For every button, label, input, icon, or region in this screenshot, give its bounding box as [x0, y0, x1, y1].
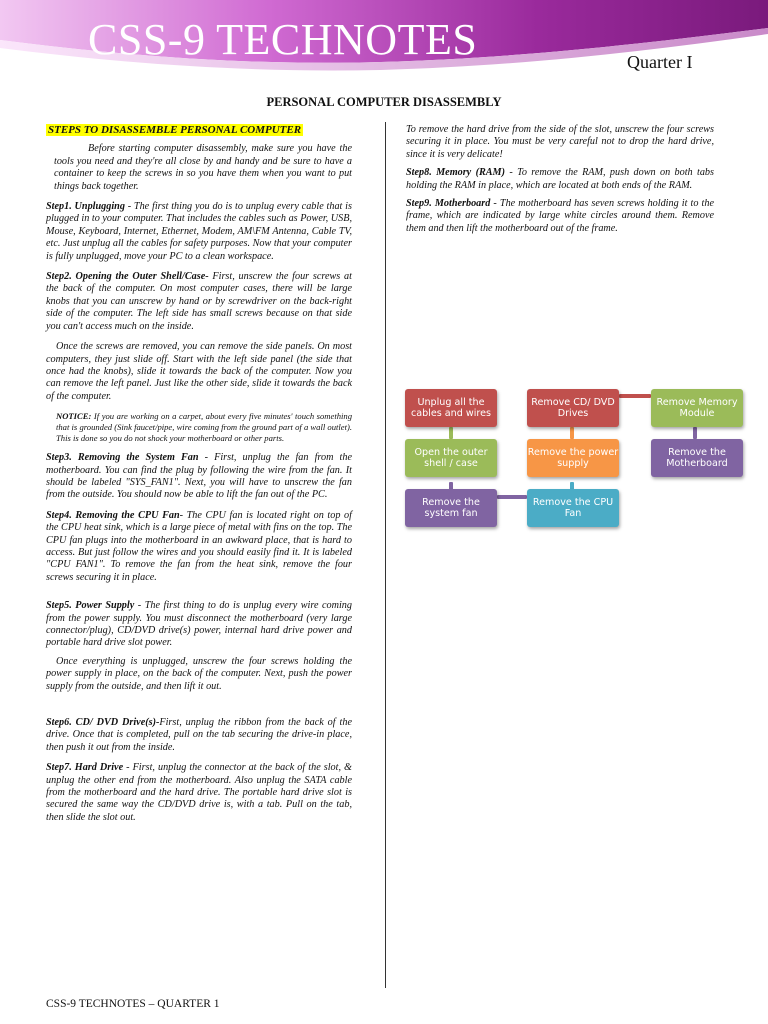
step4-text: - The CPU fan is located right on top of the CPU heat sink, which is a large piece of metal with fins on the top. The CPU fan plugs into the motherboard in an awkward place, that is hard to access. But just follow the wires and you should easily find it. It is labeled "CPU FAN1". To remove the fan from the heat sink, remove the four screws securing it in place. — [46, 509, 352, 583]
connector-unplug-open — [449, 427, 453, 439]
step-box-remove-motherboard-label: Remove the Motherboard — [666, 447, 728, 469]
step7-label: Step7. Hard Drive — [46, 762, 124, 774]
notice-paragraph — [46, 411, 352, 444]
step9-paragraph — [406, 198, 714, 235]
step7-text: - First, unplug the connector at the back of the slot, & unplug the other end from the motherboard. Also unplug the SATA cable from the motherboard and the hard drive. The portable hard drive slot is secured the same way the CD/DVD drive is, with a tab. Pull on the tab, then slide the slot out. — [46, 762, 352, 823]
step2-label: Step2. Opening the Outer Shell/Case- — [46, 271, 209, 283]
step2-text: First, unscrew the four screws at the back of the computer. On most computer cases, there will be large knobs that you can unscrew by hand or by screwdriver on the back-right side of the computer. The left side has small screws because on that side you can't access much on the inside. — [46, 271, 352, 332]
step1-label: Step1. Unplugging — [46, 201, 125, 213]
step-box-remove-cpu-fan — [527, 489, 619, 527]
notice-label: NOTICE: — [56, 411, 92, 422]
step9-text: - The motherboard has seven screws holding it to the frame, which are indicated by large white circles around them. Remove them and then lift the motherboard out of the frame. — [406, 198, 714, 234]
step6-paragraph — [46, 717, 352, 754]
left-column — [46, 124, 352, 824]
step5-paragraph — [46, 600, 352, 650]
disassembly-flowchart — [400, 384, 752, 534]
step5-text: - The first thing to do is unplug every wire coming from the power supply. You must disconnect the motherboard (very large connector/plug), CD/DVD drive(s) power, internal hard drive power and portable hard drive slot power. — [46, 600, 352, 649]
step4-paragraph — [46, 510, 352, 584]
step8-label: Step8. Memory (RAM) — [406, 167, 505, 179]
column-divider — [385, 122, 386, 988]
step-box-remove-power — [527, 439, 619, 477]
step-box-remove-cd-dvd — [527, 389, 619, 427]
intro-paragraph: Before starting computer disassembly, make sure you have the tools you need and they're all close by and handy and be sure to have a container to keep the screws in so you have them when you want to put things back together. — [54, 143, 352, 192]
step-box-unplug-label: Unplug all the cables and wires — [410, 397, 492, 419]
hard-drive-continued: To remove the hard drive from the side of the slot, unscrew the four screws securing it in place. You must be very careful not to drop the hard drive, since it is very delicate! — [406, 124, 714, 160]
step1-paragraph — [46, 201, 352, 263]
step6-label: Step6. CD/ DVD Drive(s)- — [46, 717, 160, 729]
step-box-remove-power-label: Remove the power supply — [527, 447, 619, 469]
step-box-open-shell-label: Open the outer shell / case — [414, 447, 488, 469]
banner-title: CSS-9 TECHNOTES — [88, 15, 478, 64]
step-box-remove-cd-dvd-label: Remove CD/ DVD Drives — [531, 397, 615, 419]
step-box-remove-system-fan-label: Remove the system fan — [422, 497, 480, 519]
step5-label: Step5. Power Supply — [46, 600, 135, 612]
step9-label: Step9. Motherboard — [406, 198, 491, 210]
right-column — [406, 124, 714, 235]
step5-continued: Once everything is unplugged, unscrew the four screws holding the power supply in place, on the back of the computer. Next, push the power supply from the outside, and then lift it out. — [46, 655, 352, 692]
step4-label: Step4. Removing the CPU Fan — [46, 509, 180, 521]
step2-paragraph — [46, 271, 352, 333]
step7-paragraph — [46, 762, 352, 824]
page-footer: CSS-9 TECHNOTES – QUARTER 1 — [46, 998, 220, 1010]
connector-memory-motherboard — [693, 427, 697, 439]
step3-paragraph — [46, 452, 352, 502]
step-box-remove-memory-label: Remove Memory Module — [656, 397, 738, 419]
step8-text: - To remove the RAM, push down on both tabs holding the RAM in place, which are located at both ends of the RAM. — [406, 167, 714, 191]
step2-continued: Once the screws are removed, you can remove the side panels. On most computers, they just slide off. Start with the left side panel (the side that once had the knobs), slide it towards the back of the computer. Now you can remove the left panel. Just like the other side, slide it towards the back of the computer. — [46, 341, 352, 402]
step6-text: First, unplug the ribbon from the back of the drive. Once that is completed, pull on the tab securing the drive-in place, then push it out from the inside. — [46, 717, 352, 753]
step-box-remove-motherboard — [651, 439, 743, 477]
connector-power-cd — [570, 427, 574, 439]
section-heading: STEPS TO DISASSEMBLE PERSONAL COMPUTER — [48, 124, 302, 136]
document-title: PERSONAL COMPUTER DISASSEMBLY — [266, 95, 502, 109]
step8-paragraph — [406, 167, 714, 192]
connector-systemfan-cpufan — [497, 495, 527, 499]
step-box-remove-cpu-fan-label: Remove the CPU Fan — [532, 497, 614, 519]
step3-text: - First, unplug the fan from the motherboard. You can find the plug by following the wire from the fan. It should be labeled "SYS_FAN1". Next, you will have to unscrew the fan from the outside. You should now be able to lift the fan out of the PC. — [46, 452, 352, 501]
step1-text: - The first thing you do is to unplug every cable that is plugged in to your computer. That includes the cables such as Power, USB, Mouse, Keyboard, Internet, Ethernet, Modem, AM\FM Antenna, Cable TV, etc. Just unplug all the cables for safety purposes. Now that your computer is fully unplugged, move your PC to a clean workspace. — [46, 201, 352, 262]
step3-label: Step3. Removing the System Fan — [46, 452, 199, 464]
quarter-label: Quarter I — [627, 52, 693, 72]
step-box-remove-system-fan — [405, 489, 497, 527]
step-box-unplug — [405, 389, 497, 427]
notice-text: If you are working on a carpet, about every five minutes' touch something that is grounded (Sink faucet/pipe, wire coming from the ground part of a wall outlet). This is done so you do not shock your motherboard or other parts. — [56, 411, 352, 444]
connector-cd-memory — [619, 394, 651, 398]
step-box-remove-memory — [651, 389, 743, 427]
step-box-open-shell — [405, 439, 497, 477]
